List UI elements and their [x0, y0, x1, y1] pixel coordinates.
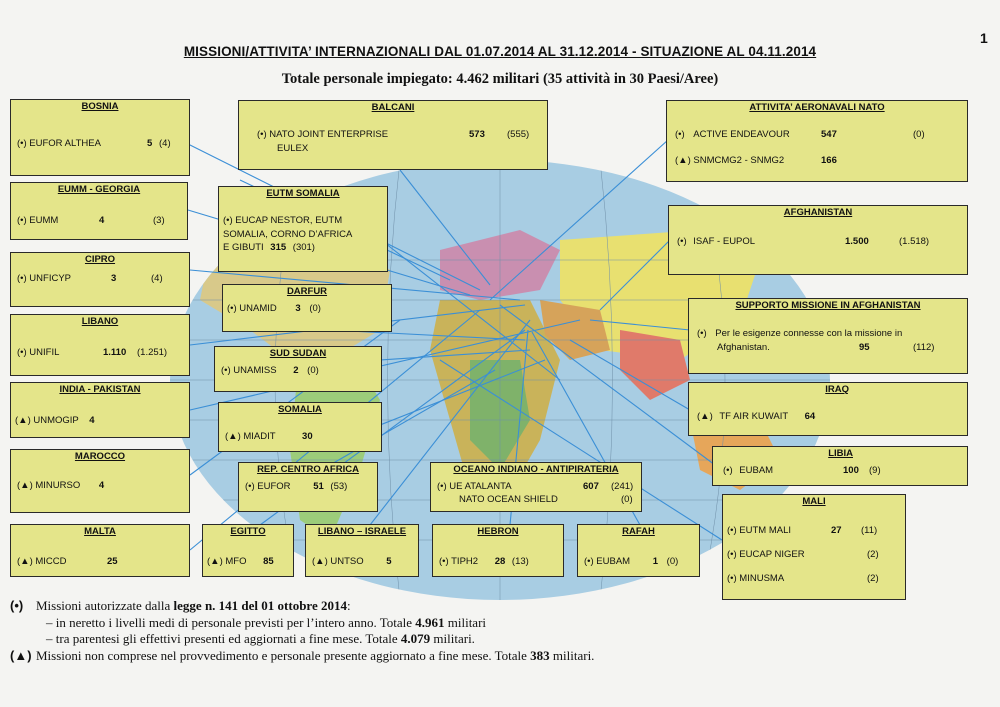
- authorized-symbol: (•): [677, 236, 687, 247]
- planned-value-2: 166: [821, 155, 837, 166]
- box-header: RAFAH: [622, 526, 655, 537]
- legend-text: Missioni autorizzate dalla: [36, 598, 174, 613]
- box-header: LIBANO – ISRAELE: [317, 526, 407, 537]
- present-value: (1.251): [137, 347, 168, 358]
- mission-row: [697, 328, 902, 339]
- mission-name: TIPH2: [451, 556, 479, 567]
- authorized-symbol: (•): [584, 556, 594, 567]
- present-value: (53): [330, 481, 348, 492]
- mission-row: [677, 236, 755, 247]
- planned-value: 27: [831, 525, 842, 536]
- present-value: (9): [869, 465, 881, 476]
- box-header: SOMALIA: [278, 404, 322, 415]
- planned-value: 100: [843, 465, 859, 476]
- mission-name: EUMM: [29, 215, 59, 226]
- not-included-symbol: (▲): [312, 556, 328, 567]
- mission-name: MINURSO: [35, 480, 81, 491]
- box-malta: [10, 524, 190, 577]
- mission-line-1: EUCAP NESTOR, EUTM: [235, 215, 343, 226]
- box-header: BALCANI: [371, 102, 415, 113]
- mission-name: ISAF - EUPOL: [693, 236, 756, 247]
- box-afghanistan: [668, 205, 968, 275]
- planned-value: 573: [469, 129, 485, 140]
- box-header: MALI: [802, 496, 826, 507]
- legend-law: legge n. 141 del 01 ottobre 2014: [173, 598, 347, 613]
- mission-row: [257, 129, 388, 140]
- box-header: AFGHANISTAN: [783, 207, 853, 218]
- box-header: SUPPORTO MISSIONE IN AFGHANISTAN: [735, 300, 921, 311]
- mission-row: [675, 129, 790, 140]
- mission-name: EUFOR ALTHEA: [29, 138, 101, 149]
- mission-row: [723, 465, 773, 476]
- planned-value: 30: [302, 431, 313, 442]
- box-marocco: [10, 449, 190, 513]
- authorized-symbol: (•): [221, 365, 231, 376]
- present-value: (4): [151, 273, 163, 284]
- present-value: (3): [153, 215, 165, 226]
- mission-row: [221, 365, 319, 376]
- box-header: ATTIVITA’ AERONAVALI NATO: [749, 102, 885, 113]
- box-darfur: [222, 284, 392, 332]
- mission-row: [223, 215, 342, 226]
- mission-name: NATO JOINT ENTERPRISE: [269, 129, 389, 140]
- page-number: 1: [980, 30, 988, 46]
- planned-value: 4: [89, 415, 95, 426]
- legend-total-not-included: 383: [530, 647, 550, 663]
- box-header: EGITTO: [230, 526, 266, 537]
- present-value: (11): [861, 525, 878, 536]
- box-india-pakistan: [10, 382, 190, 438]
- present-value: (4): [159, 138, 171, 149]
- mission-row: [15, 415, 95, 426]
- mission-name: UNAMISS: [233, 365, 277, 376]
- legend-text: – in neretto i livelli medi di personale previsti per l’intero anno. Totale: [46, 614, 416, 630]
- box-libano-israele: [305, 524, 419, 577]
- box-libano: [10, 314, 190, 376]
- authorized-symbol: (•): [17, 273, 27, 284]
- box-header: SUD SUDAN: [269, 348, 327, 359]
- mission-name: ACTIVE ENDEAVOUR: [693, 129, 790, 140]
- box-header: HEBRON: [477, 526, 519, 537]
- mission-name: TF AIR KUWAIT: [719, 411, 788, 422]
- box-sud-sudan: [214, 346, 382, 392]
- legend-text-end: militari.: [430, 631, 475, 646]
- planned-value: 28: [494, 556, 506, 567]
- legend-text-end: militari: [444, 614, 487, 630]
- mission-row: [17, 215, 58, 226]
- present-value: (241): [611, 481, 634, 492]
- box-header: LIBANO: [81, 316, 119, 327]
- legend-line-4: [10, 648, 594, 665]
- box-header: EUTM SOMALIA: [266, 188, 340, 199]
- legend-line-2: [10, 615, 594, 632]
- box-rep-centro-africa: [238, 462, 378, 512]
- not-included-symbol: (▲): [225, 431, 241, 442]
- mission-line-1: Per le esigenze connesse con la missione in: [715, 328, 903, 339]
- planned-value: 1.500: [845, 236, 869, 247]
- box-cipro: [10, 252, 190, 307]
- planned-value: 51: [313, 481, 324, 492]
- mission-row-2: [675, 155, 784, 166]
- mission-row-3: [727, 573, 784, 584]
- box-supporto-afghanistan: [688, 298, 968, 374]
- mission-row: [312, 556, 392, 567]
- planned-value: 547: [821, 129, 837, 140]
- planned-value: 3: [111, 273, 117, 284]
- authorized-symbol: (•): [437, 481, 447, 492]
- mission-line-2: Afghanistan.: [717, 342, 770, 353]
- legend-text-end: militari.: [549, 647, 595, 663]
- authorized-symbol: (•): [727, 549, 737, 560]
- page-subtitle: Totale personale impiegato: 4.462 militari (35 attività in 30 Paesi/Aree): [281, 71, 719, 87]
- box-header: LIBIA: [828, 448, 853, 459]
- present-value-3: (2): [867, 573, 879, 584]
- planned-value: 25: [107, 556, 118, 567]
- present-value: (112): [913, 342, 935, 353]
- box-iraq: [688, 382, 968, 436]
- present-value-2: (2): [867, 549, 879, 560]
- mission-row: [17, 556, 67, 567]
- not-included-symbol: (▲): [675, 155, 691, 166]
- mission-row: [17, 273, 71, 284]
- authorized-symbol: (•): [727, 525, 737, 536]
- authorized-symbol: (•): [697, 328, 707, 339]
- planned-value: 4: [98, 480, 105, 491]
- mission-name-2: EUCAP NIGER: [739, 549, 805, 560]
- mission-name: MICCD: [35, 556, 67, 567]
- mission-row: [225, 431, 313, 442]
- planned-value: 5: [386, 556, 392, 567]
- not-included-symbol: (▲): [207, 556, 223, 567]
- box-header: IRAQ: [825, 384, 849, 395]
- mission-name-2: SNMCMG2 - SNMG2: [693, 155, 785, 166]
- not-included-symbol: (▲): [697, 411, 713, 422]
- mission-row: [17, 480, 104, 491]
- present-value: (13): [511, 556, 529, 567]
- legend-line-1: [10, 598, 594, 615]
- box-header: MALTA: [84, 526, 116, 537]
- planned-value: 5: [147, 138, 153, 149]
- box-hebron: [432, 524, 564, 577]
- present-value-2: (0): [621, 494, 633, 505]
- authorized-symbol: (•): [727, 573, 737, 584]
- box-header: MAROCCO: [74, 451, 126, 462]
- box-georgia: [10, 182, 188, 240]
- planned-value: 2: [293, 365, 299, 376]
- not-included-symbol: (▲): [15, 415, 31, 426]
- mission-row: [245, 481, 347, 492]
- present-value: (0): [666, 556, 679, 567]
- planned-value: 4: [99, 215, 105, 226]
- planned-value: 315: [270, 242, 287, 253]
- authorized-symbol: (•): [10, 598, 24, 613]
- box-egitto: [202, 524, 294, 577]
- present-value: (0): [913, 129, 925, 140]
- box-header: OCEANO INDIANO - ANTIPIRATERIA: [453, 464, 619, 475]
- box-header: INDIA - PAKISTAN: [59, 384, 141, 395]
- box-header: DARFUR: [286, 286, 328, 297]
- box-oceano-indiano: [430, 462, 642, 512]
- present-value: (555): [507, 129, 530, 140]
- box-bosnia: [10, 99, 190, 176]
- mission-name-3: MINUSMA: [739, 573, 785, 584]
- mission-name: UNTSO: [330, 556, 364, 567]
- legend-text: Missioni non comprese nel provvedimento e personale presente aggiornato a fine mese. Totale: [36, 647, 531, 663]
- mission-name-2: NATO OCEAN SHIELD: [459, 494, 558, 505]
- present-value: (1.518): [899, 236, 930, 247]
- authorized-symbol: (•): [723, 465, 733, 476]
- mission-row: [17, 347, 59, 358]
- box-balcani: [238, 100, 548, 170]
- authorized-symbol: (•): [439, 556, 449, 567]
- mission-row: [17, 138, 101, 149]
- page-title: MISSIONI/ATTIVITA’ INTERNAZIONALI DAL 01.07.2014 AL 31.12.2014 - SITUAZIONE AL 04.11.2014: [183, 44, 817, 59]
- mission-row: [207, 556, 274, 567]
- authorized-symbol: (•): [17, 347, 27, 358]
- legend-total-planned: 4.961: [415, 614, 445, 630]
- authorized-symbol: (•): [245, 481, 255, 492]
- present-value: (301): [292, 242, 315, 253]
- mission-line-3: [223, 242, 315, 253]
- box-header: REP. CENTRO AFRICA: [257, 464, 359, 475]
- planned-value: 1: [652, 556, 659, 567]
- mission-line-3-text: E GIBUTI: [223, 242, 264, 253]
- not-included-symbol: (▲): [10, 647, 32, 663]
- box-libia: [712, 446, 968, 486]
- planned-value: 3: [295, 303, 301, 314]
- planned-value: 1.110: [103, 347, 127, 358]
- present-value: (0): [307, 365, 319, 376]
- planned-value: 607: [583, 481, 599, 492]
- box-rafah: [577, 524, 700, 577]
- authorized-symbol: (•): [223, 215, 233, 226]
- mission-name: EUFOR: [257, 481, 291, 492]
- mission-row: [437, 481, 512, 492]
- planned-value: 64: [804, 411, 816, 422]
- not-included-symbol: (▲): [17, 556, 33, 567]
- mission-row-2: [727, 549, 805, 560]
- box-somalia: [218, 402, 382, 452]
- mission-name: UNIFIL: [29, 347, 60, 358]
- authorized-symbol: (•): [17, 138, 27, 149]
- planned-value: 95: [859, 342, 870, 353]
- authorized-symbol: (•): [17, 215, 27, 226]
- box-header: EUMM - GEORGIA: [57, 184, 141, 195]
- mission-row: [727, 525, 791, 536]
- mission-name-2: EULEX: [277, 143, 309, 154]
- legend-text-end: :: [346, 598, 351, 613]
- mission-row: [697, 411, 815, 422]
- mission-line-2: SOMALIA, CORNO D’AFRICA: [223, 229, 353, 240]
- mission-name: MIADIT: [243, 431, 276, 442]
- mission-name: UNAMID: [239, 303, 277, 314]
- legend-total-present: 4.079: [400, 631, 431, 646]
- planned-value: 85: [263, 556, 274, 567]
- authorized-symbol: (•): [675, 129, 685, 140]
- mission-row: [227, 303, 321, 314]
- box-header: CIPRO: [84, 254, 116, 265]
- mission-row: [584, 556, 678, 567]
- legend-text: – tra parentesi gli effettivi presenti ed aggiornati a fine mese. Totale: [46, 631, 401, 646]
- mission-name: UNFICYP: [29, 273, 71, 284]
- legend: [10, 598, 594, 664]
- authorized-symbol: (•): [227, 303, 237, 314]
- box-nato-aeronavali: [666, 100, 968, 182]
- legend-line-3: [10, 631, 594, 648]
- not-included-symbol: (▲): [17, 480, 33, 491]
- box-header: BOSNIA: [81, 101, 119, 112]
- mission-row: [439, 556, 529, 567]
- mission-name: EUTM MALI: [739, 525, 792, 536]
- mission-name: UE ATALANTA: [449, 481, 512, 492]
- box-mali: [722, 494, 906, 600]
- mission-name: EUBAM: [739, 465, 774, 476]
- mission-name: UNMOGIP: [33, 415, 79, 426]
- authorized-symbol: (•): [257, 129, 267, 140]
- present-value: (0): [309, 303, 321, 314]
- mission-name: EUBAM: [596, 556, 631, 567]
- mission-name: MFO: [225, 556, 247, 567]
- box-eutm-somalia: [218, 186, 388, 272]
